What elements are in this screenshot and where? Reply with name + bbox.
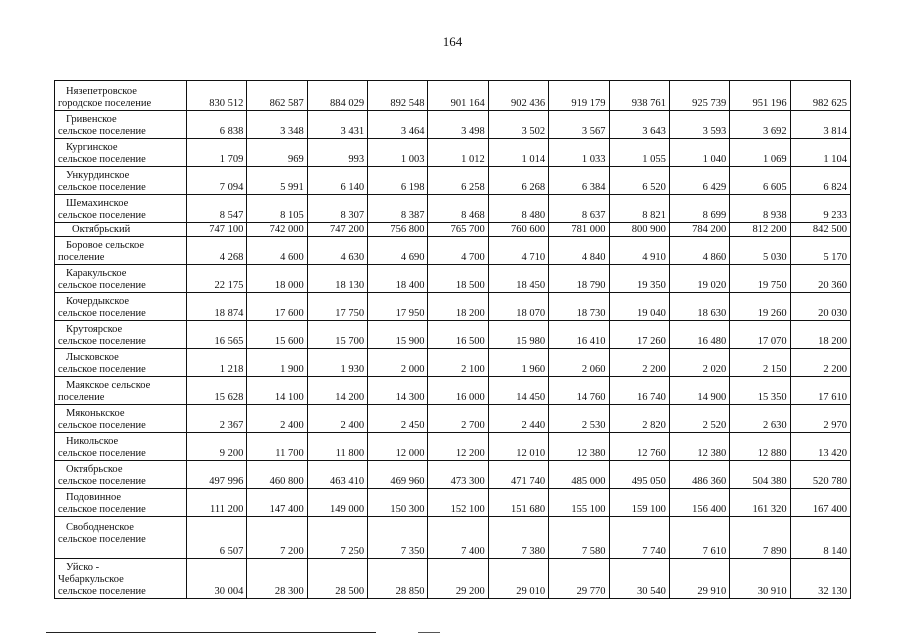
settlement-name-line: Кургинское	[66, 142, 118, 153]
value-cell: 8 307	[307, 195, 367, 223]
settlement-name-line: Каракульское	[66, 268, 127, 279]
value-cell: 18 070	[488, 293, 548, 321]
value-cell: 15 900	[368, 321, 428, 349]
value-cell: 7 580	[549, 517, 609, 559]
value-cell: 16 480	[669, 321, 729, 349]
settlement-name-cell	[55, 433, 187, 461]
value-cell: 925 739	[669, 81, 729, 111]
settlement-name-cell	[55, 237, 187, 265]
settlement-name-cell	[55, 139, 187, 167]
value-cell: 16 410	[549, 321, 609, 349]
value-cell: 7 094	[187, 167, 247, 195]
value-cell: 8 821	[609, 195, 669, 223]
value-cell: 2 450	[368, 405, 428, 433]
settlement-name-line: Лысковское	[66, 352, 119, 363]
value-cell: 6 824	[790, 167, 850, 195]
settlement-name-line: поселение	[58, 252, 105, 263]
settlement-name-line: сельское поселение	[58, 534, 146, 545]
value-cell: 982 625	[790, 81, 850, 111]
value-cell: 463 410	[307, 461, 367, 489]
settlement-name-line: сельское поселение	[58, 448, 146, 459]
settlement-name-line: Боровое сельское	[66, 240, 145, 251]
settlement-name-cell	[55, 349, 187, 377]
value-cell: 11 700	[247, 433, 307, 461]
value-cell: 2 820	[609, 405, 669, 433]
value-cell: 18 790	[549, 265, 609, 293]
footer-mark	[418, 632, 440, 633]
table-row	[55, 237, 851, 265]
value-cell: 3 498	[428, 111, 488, 139]
value-cell: 8 480	[488, 195, 548, 223]
value-cell: 884 029	[307, 81, 367, 111]
value-cell: 29 910	[669, 559, 729, 599]
settlement-name-cell	[55, 559, 187, 599]
value-cell: 756 800	[368, 223, 428, 237]
settlement-name-line: сельское поселение	[58, 210, 146, 221]
settlement-name-cell	[55, 293, 187, 321]
value-cell: 14 300	[368, 377, 428, 405]
value-cell: 8 140	[790, 517, 850, 559]
value-cell: 7 200	[247, 517, 307, 559]
value-cell: 7 890	[730, 517, 790, 559]
value-cell: 6 198	[368, 167, 428, 195]
value-cell: 1 055	[609, 139, 669, 167]
value-cell: 167 400	[790, 489, 850, 517]
settlement-name-line: Чебаркульское	[58, 574, 124, 585]
value-cell: 6 384	[549, 167, 609, 195]
value-cell: 15 628	[187, 377, 247, 405]
value-cell: 1 709	[187, 139, 247, 167]
value-cell: 486 360	[669, 461, 729, 489]
value-cell: 18 500	[428, 265, 488, 293]
value-cell: 747 100	[187, 223, 247, 237]
value-cell: 951 196	[730, 81, 790, 111]
value-cell: 15 350	[730, 377, 790, 405]
value-cell: 460 800	[247, 461, 307, 489]
value-cell: 22 175	[187, 265, 247, 293]
value-cell: 1 218	[187, 349, 247, 377]
value-cell: 7 380	[488, 517, 548, 559]
settlement-name-cell	[55, 111, 187, 139]
value-cell: 4 860	[669, 237, 729, 265]
settlement-name-line: сельское поселение	[58, 476, 146, 487]
value-cell: 784 200	[669, 223, 729, 237]
value-cell: 3 643	[609, 111, 669, 139]
value-cell: 862 587	[247, 81, 307, 111]
settlement-name-line: Октябрьское	[66, 464, 123, 475]
value-cell: 1 960	[488, 349, 548, 377]
footer-rule	[46, 632, 376, 633]
value-cell: 4 910	[609, 237, 669, 265]
value-cell: 830 512	[187, 81, 247, 111]
value-cell: 2 700	[428, 405, 488, 433]
settlement-name-line: Шемахинское	[66, 198, 129, 209]
settlement-name-cell	[55, 377, 187, 405]
settlement-name-line: Мяконькское	[66, 408, 125, 419]
value-cell: 30 910	[730, 559, 790, 599]
settlement-name-cell	[55, 167, 187, 195]
value-cell: 6 507	[187, 517, 247, 559]
value-cell: 18 630	[669, 293, 729, 321]
value-cell: 7 610	[669, 517, 729, 559]
settlement-name-line: Маякское сельское	[66, 380, 151, 391]
value-cell: 28 300	[247, 559, 307, 599]
value-cell: 18 400	[368, 265, 428, 293]
value-cell: 17 070	[730, 321, 790, 349]
table-row	[55, 223, 851, 237]
value-cell: 6 258	[428, 167, 488, 195]
value-cell: 150 300	[368, 489, 428, 517]
value-cell: 969	[247, 139, 307, 167]
settlement-name-line: сельское поселение	[58, 182, 146, 193]
value-cell: 471 740	[488, 461, 548, 489]
value-cell: 12 010	[488, 433, 548, 461]
settlement-name-line: сельское поселение	[58, 364, 146, 375]
value-cell: 17 260	[609, 321, 669, 349]
value-cell: 32 130	[790, 559, 850, 599]
value-cell: 842 500	[790, 223, 850, 237]
table-row	[55, 349, 851, 377]
value-cell: 2 000	[368, 349, 428, 377]
value-cell: 5 030	[730, 237, 790, 265]
value-cell: 2 100	[428, 349, 488, 377]
value-cell: 30 540	[609, 559, 669, 599]
value-cell: 8 105	[247, 195, 307, 223]
settlement-name-line: сельское поселение	[58, 308, 146, 319]
settlement-name-cell	[55, 405, 187, 433]
value-cell: 8 468	[428, 195, 488, 223]
value-cell: 13 420	[790, 433, 850, 461]
settlement-name-cell	[55, 223, 187, 237]
value-cell: 495 050	[609, 461, 669, 489]
value-cell: 520 780	[790, 461, 850, 489]
value-cell: 1 033	[549, 139, 609, 167]
value-cell: 17 600	[247, 293, 307, 321]
table-row	[55, 321, 851, 349]
value-cell: 18 200	[790, 321, 850, 349]
value-cell: 1 930	[307, 349, 367, 377]
value-cell: 4 630	[307, 237, 367, 265]
settlement-name-cell	[55, 461, 187, 489]
value-cell: 3 348	[247, 111, 307, 139]
value-cell: 12 200	[428, 433, 488, 461]
value-cell: 19 040	[609, 293, 669, 321]
settlement-name-cell	[55, 517, 187, 559]
settlement-name-line: Крутоярское	[66, 324, 123, 335]
settlement-name-line: Гривенское	[66, 114, 117, 125]
settlement-name-line: Ункурдинское	[66, 170, 130, 181]
value-cell: 12 000	[368, 433, 428, 461]
value-cell: 29 200	[428, 559, 488, 599]
value-cell: 2 970	[790, 405, 850, 433]
value-cell: 7 400	[428, 517, 488, 559]
value-cell: 8 938	[730, 195, 790, 223]
value-cell: 17 750	[307, 293, 367, 321]
table-row	[55, 405, 851, 433]
value-cell: 12 380	[549, 433, 609, 461]
value-cell: 2 400	[247, 405, 307, 433]
value-cell: 800 900	[609, 223, 669, 237]
value-cell: 6 140	[307, 167, 367, 195]
value-cell: 151 680	[488, 489, 548, 517]
value-cell: 902 436	[488, 81, 548, 111]
value-cell: 18 200	[428, 293, 488, 321]
value-cell: 18 000	[247, 265, 307, 293]
value-cell: 4 840	[549, 237, 609, 265]
table-row	[55, 433, 851, 461]
value-cell: 152 100	[428, 489, 488, 517]
value-cell: 14 900	[669, 377, 729, 405]
value-cell: 16 000	[428, 377, 488, 405]
value-cell: 469 960	[368, 461, 428, 489]
value-cell: 2 630	[730, 405, 790, 433]
value-cell: 14 200	[307, 377, 367, 405]
value-cell: 12 760	[609, 433, 669, 461]
value-cell: 7 350	[368, 517, 428, 559]
value-cell: 760 600	[488, 223, 548, 237]
value-cell: 3 593	[669, 111, 729, 139]
value-cell: 6 605	[730, 167, 790, 195]
value-cell: 497 996	[187, 461, 247, 489]
value-cell: 6 838	[187, 111, 247, 139]
value-cell: 155 100	[549, 489, 609, 517]
value-cell: 28 500	[307, 559, 367, 599]
value-cell: 19 020	[669, 265, 729, 293]
value-cell: 19 260	[730, 293, 790, 321]
table-row	[55, 195, 851, 223]
page-number: 164	[442, 34, 463, 49]
value-cell: 7 740	[609, 517, 669, 559]
value-cell: 16 565	[187, 321, 247, 349]
value-cell: 17 950	[368, 293, 428, 321]
value-cell: 28 850	[368, 559, 428, 599]
value-cell: 901 164	[428, 81, 488, 111]
settlement-name-line: сельское поселение	[58, 336, 146, 347]
municipal-data-table	[54, 80, 851, 599]
value-cell: 159 100	[609, 489, 669, 517]
value-cell: 149 000	[307, 489, 367, 517]
settlement-name-line: Кочердыкское	[66, 296, 130, 307]
value-cell: 485 000	[549, 461, 609, 489]
value-cell: 9 233	[790, 195, 850, 223]
value-cell: 111 200	[187, 489, 247, 517]
value-cell: 2 200	[790, 349, 850, 377]
value-cell: 30 004	[187, 559, 247, 599]
value-cell: 473 300	[428, 461, 488, 489]
value-cell: 29 010	[488, 559, 548, 599]
settlement-name-line: Уйско -	[66, 562, 100, 573]
table-row	[55, 111, 851, 139]
value-cell: 16 500	[428, 321, 488, 349]
settlement-name-cell	[55, 321, 187, 349]
value-cell: 18 730	[549, 293, 609, 321]
settlement-name-line: сельское поселение	[58, 504, 146, 515]
value-cell: 993	[307, 139, 367, 167]
table-row	[55, 167, 851, 195]
value-cell: 3 431	[307, 111, 367, 139]
value-cell: 2 400	[307, 405, 367, 433]
table-row	[55, 489, 851, 517]
settlement-name-line: Октябрьский	[72, 223, 131, 235]
value-cell: 4 268	[187, 237, 247, 265]
value-cell: 919 179	[549, 81, 609, 111]
table-row	[55, 293, 851, 321]
value-cell: 5 170	[790, 237, 850, 265]
value-cell: 3 692	[730, 111, 790, 139]
settlement-name-line: Нязепетровское	[66, 86, 137, 97]
value-cell: 1 040	[669, 139, 729, 167]
value-cell: 19 350	[609, 265, 669, 293]
value-cell: 161 320	[730, 489, 790, 517]
value-cell: 938 761	[609, 81, 669, 111]
value-cell: 18 874	[187, 293, 247, 321]
value-cell: 19 750	[730, 265, 790, 293]
settlement-name-line: сельское поселение	[58, 280, 146, 291]
value-cell: 15 600	[247, 321, 307, 349]
value-cell: 4 690	[368, 237, 428, 265]
value-cell: 12 880	[730, 433, 790, 461]
settlement-name-line: сельское поселение	[58, 420, 146, 431]
value-cell: 2 520	[669, 405, 729, 433]
value-cell: 1 900	[247, 349, 307, 377]
value-cell: 20 360	[790, 265, 850, 293]
value-cell: 18 450	[488, 265, 548, 293]
settlement-name-line: поселение	[58, 392, 105, 403]
value-cell: 812 200	[730, 223, 790, 237]
value-cell: 2 367	[187, 405, 247, 433]
value-cell: 4 600	[247, 237, 307, 265]
value-cell: 8 637	[549, 195, 609, 223]
value-cell: 1 012	[428, 139, 488, 167]
value-cell: 9 200	[187, 433, 247, 461]
value-cell: 6 429	[669, 167, 729, 195]
value-cell: 2 020	[669, 349, 729, 377]
value-cell: 4 710	[488, 237, 548, 265]
value-cell: 6 268	[488, 167, 548, 195]
value-cell: 3 464	[368, 111, 428, 139]
value-cell: 747 200	[307, 223, 367, 237]
value-cell: 5 991	[247, 167, 307, 195]
table-body	[55, 81, 851, 599]
value-cell: 16 740	[609, 377, 669, 405]
value-cell: 765 700	[428, 223, 488, 237]
settlement-name-line: Свободненское	[66, 522, 134, 533]
value-cell: 2 150	[730, 349, 790, 377]
value-cell: 11 800	[307, 433, 367, 461]
value-cell: 7 250	[307, 517, 367, 559]
settlement-name-line: городское поселение	[58, 98, 152, 109]
value-cell: 15 700	[307, 321, 367, 349]
value-cell: 20 030	[790, 293, 850, 321]
value-cell: 15 980	[488, 321, 548, 349]
value-cell: 8 699	[669, 195, 729, 223]
value-cell: 29 770	[549, 559, 609, 599]
value-cell: 1 104	[790, 139, 850, 167]
value-cell: 156 400	[669, 489, 729, 517]
value-cell: 2 200	[609, 349, 669, 377]
value-cell: 1 069	[730, 139, 790, 167]
value-cell: 18 130	[307, 265, 367, 293]
settlement-name-line: сельское поселение	[58, 586, 146, 597]
value-cell: 892 548	[368, 81, 428, 111]
table-row	[55, 559, 851, 599]
table-row	[55, 81, 851, 111]
value-cell: 3 814	[790, 111, 850, 139]
settlement-name-cell	[55, 195, 187, 223]
value-cell: 17 610	[790, 377, 850, 405]
value-cell: 504 380	[730, 461, 790, 489]
table-row	[55, 461, 851, 489]
settlement-name-cell	[55, 489, 187, 517]
table-row	[55, 517, 851, 559]
value-cell: 8 547	[187, 195, 247, 223]
value-cell: 14 100	[247, 377, 307, 405]
value-cell: 781 000	[549, 223, 609, 237]
value-cell: 147 400	[247, 489, 307, 517]
settlement-name-line: Никольское	[66, 436, 119, 447]
settlement-name-cell	[55, 81, 187, 111]
value-cell: 3 502	[488, 111, 548, 139]
value-cell: 4 700	[428, 237, 488, 265]
value-cell: 14 760	[549, 377, 609, 405]
value-cell: 3 567	[549, 111, 609, 139]
value-cell: 8 387	[368, 195, 428, 223]
table-row	[55, 265, 851, 293]
name-spacer	[58, 546, 183, 558]
value-cell: 6 520	[609, 167, 669, 195]
value-cell: 2 530	[549, 405, 609, 433]
value-cell: 2 440	[488, 405, 548, 433]
table-row	[55, 377, 851, 405]
value-cell: 14 450	[488, 377, 548, 405]
settlement-name-line: Подовинное	[66, 492, 121, 503]
table-row	[55, 139, 851, 167]
value-cell: 1 003	[368, 139, 428, 167]
value-cell: 2 060	[549, 349, 609, 377]
settlement-name-line: сельское поселение	[58, 126, 146, 137]
value-cell: 742 000	[247, 223, 307, 237]
value-cell: 12 380	[669, 433, 729, 461]
settlement-name-line: сельское поселение	[58, 154, 146, 165]
settlement-name-cell	[55, 265, 187, 293]
value-cell: 1 014	[488, 139, 548, 167]
